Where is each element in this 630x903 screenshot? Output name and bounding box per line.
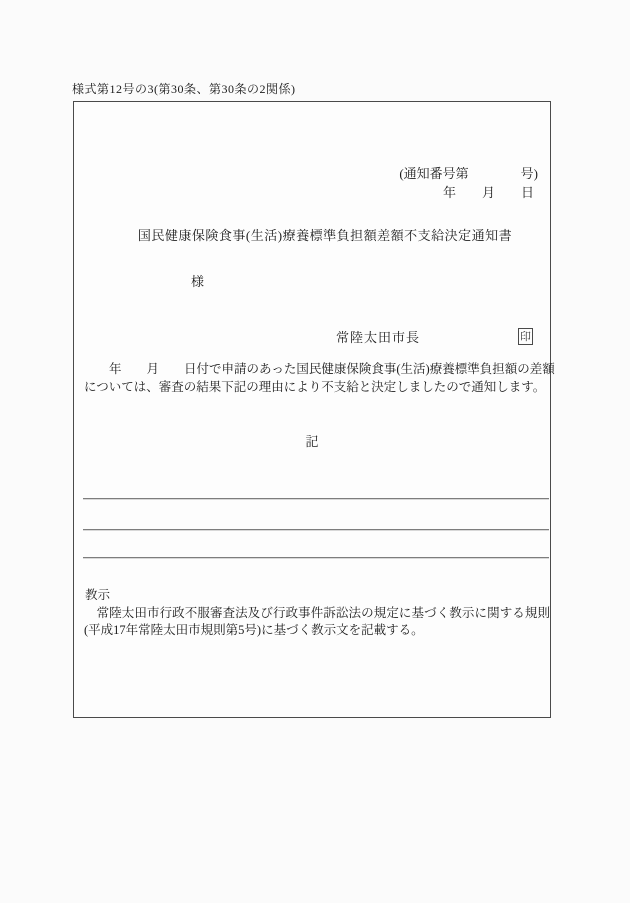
instruction-text: 常陸太田市行政不服審査法及び行政事件訴訟法の規定に基づく教示に関する規則(平成17年常陸太田市規則第5号)に基づく教示文を記載する。	[84, 606, 550, 637]
blank-rule-line-2	[83, 529, 549, 531]
addressee-honorific: 様	[191, 274, 205, 289]
document-title: 国民健康保険食事(生活)療養標準負担額差額不支給決定通知書	[137, 228, 513, 243]
instruction-heading: 教示	[85, 588, 111, 602]
body-text-line-2: については、審査の結果下記の理由により不支給と決定しましたので通知します。	[84, 380, 546, 394]
form-number-label: 様式第12号の3(第30条、第30条の2関係)	[72, 82, 296, 96]
record-heading: 記	[305, 434, 319, 449]
notification-number-line: (通知番号第 号)	[399, 166, 538, 181]
date-line: 年 月 日	[442, 185, 534, 200]
seal-placeholder: 印	[518, 328, 533, 345]
blank-rule-line-1	[83, 498, 549, 500]
body-text-line-1: 年 月 日付で申請のあった国民健康保険食事(生活)療養標準負担額の差額	[84, 362, 555, 376]
blank-rule-line-3	[83, 557, 549, 559]
sender-name: 常陸太田市長	[336, 330, 421, 345]
document-frame	[73, 101, 555, 718]
